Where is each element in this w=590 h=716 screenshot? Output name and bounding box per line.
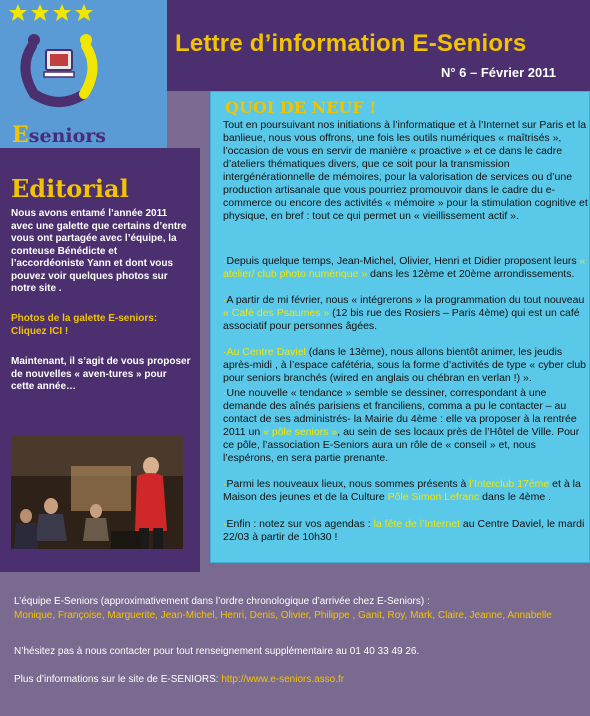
editorial-column bbox=[0, 148, 200, 572]
news-column bbox=[200, 91, 590, 572]
bullet: · bbox=[223, 255, 227, 267]
news-text: (12 bis rue des Rosiers – Paris 4ème) qui est un café associatif pour personnes âgées. bbox=[223, 307, 580, 332]
event-photo bbox=[11, 436, 183, 549]
logo bbox=[0, 0, 167, 148]
team-label: L’équipe E-Seniors (approximativement dans l’ordre chronologique d’arrivée chez E-Seniors) : bbox=[14, 596, 430, 607]
news-text: Une nouvelle « tendance » semble se dessiner, correspondant à une demande des aînés parisiens et franciliens, comma a pu le contacter – au contact de ses administrés- la Mairie du 4ème : elle va proposer à la rentrée 2011 un bbox=[223, 387, 577, 438]
bullet: · bbox=[223, 294, 227, 306]
news-text: dans les 12ème et 20ème arrondissements. bbox=[367, 268, 575, 280]
site-label: Plus d’informations sur le site de E-SENIORS: bbox=[14, 674, 222, 685]
news-intro: Tout en poursuivant nos initiations à l’informatique et à l’Internet sur Paris et la banlieue, nous vous offrons, une fois les outils numériques « maîtrisés », l’occasion de vous en servir de manière « proactive » et ce dans le cadre d’ateliers thématiques divers, que ce soit pour la transmission intergénérationnelle de mémoires, pour la valorisation de services ou d’une production artisanale que vous pourriez promouvoir dans le cadre du e-commerce ou encore des activités « mémoire » pour la stimulation cognitive et physique, en bref : tout ce qui permet un « vieillissement actif ». bbox=[223, 119, 588, 222]
logo-text bbox=[12, 122, 106, 148]
computer-logo-icon bbox=[14, 28, 104, 112]
photo-club-link[interactable]: « atelier/ club photo numérique » bbox=[223, 255, 586, 280]
stars-icon bbox=[8, 2, 108, 26]
editorial-title: Editorial bbox=[11, 174, 129, 203]
site-url-link[interactable]: http://www.e-seniors.asso.fr bbox=[221, 674, 345, 685]
bullet: · bbox=[223, 478, 227, 490]
news-item-new-places bbox=[223, 478, 589, 504]
news-text: Depuis quelque temps, Jean-Michel, Olivier, Henri et Didier proposent leurs bbox=[226, 255, 580, 267]
bullet: · bbox=[223, 346, 227, 358]
header-title-band bbox=[167, 22, 590, 91]
news-text: Enfin : notez sur vos agendas : bbox=[226, 518, 374, 530]
pole-simon-lefranc-link[interactable]: Pôle Simon Lefranc bbox=[387, 491, 480, 503]
news-item-agenda bbox=[223, 518, 589, 544]
cafe-psaumes-link[interactable]: « Café des Psaumes » bbox=[223, 307, 330, 319]
news-text: , au sein de ses locaux près de l’Hôtel de Ville. Pour ce pôle, l’association E-Seniors aura un rôle de « conseil » et, nous l’espérons, en sera partie prenante. bbox=[223, 426, 580, 464]
news-item-daviel bbox=[223, 346, 589, 385]
team-names: Monique, Françoise, Marguerite, Jean-Michel, Henri, Denis, Olivier, Philippe , Ganit, Roy, Mark, Claire, Jeanne, Annabelle bbox=[14, 610, 552, 621]
page-title: Lettre d’information E-Seniors bbox=[175, 30, 527, 57]
site-line bbox=[14, 674, 584, 685]
galette-photos-link[interactable]: Photos de la galette E-seniors: Cliquez ICI ! bbox=[11, 313, 158, 337]
news-panel bbox=[210, 91, 590, 563]
news-item-pole-seniors bbox=[223, 387, 589, 465]
editorial-paragraph-2: Maintenant, il s’agit de vous proposer de nouvelles « aven-tures » pour cette année… bbox=[11, 356, 191, 392]
news-text: A partir de mi février, nous « intégrerons » la programmation du tout nouveau bbox=[226, 294, 585, 306]
news-text: (dans le 13ème), nous allons bientôt animer, les jeudis après-midi , à l’espace cafétéria, sous la forme d’activités de type « cyber club pour seniors branchés (wired en anglais ou chébran en verlan !) ». bbox=[223, 346, 587, 384]
centre-daviel-link[interactable]: Au Centre Daviel bbox=[226, 346, 306, 358]
news-text: dans le 4ème . bbox=[479, 491, 552, 503]
editorial-panel bbox=[3, 168, 195, 560]
contact-text: N’hésitez pas à nous contacter pour tout renseignement supplémentaire au 01 40 33 49 26. bbox=[14, 646, 420, 657]
editorial-paragraph: Nous avons entamé l’année 2011 avec une galette que certains d’entre vous ont partagée avec l’équipe, la conteuse Bénédicte et l’accordéoniste Yann et dont vous pouvez voir quelques photos sur notre site . bbox=[11, 208, 187, 294]
footer bbox=[0, 572, 590, 716]
interclub-link[interactable]: l’Interclub 17ème bbox=[469, 478, 550, 490]
news-text: Parmi les nouveaux lieux, nous sommes présents à bbox=[226, 478, 470, 490]
issue-number: N° 6 – Février 2011 bbox=[440, 65, 556, 80]
news-title: QUOI DE NEUF ! bbox=[225, 98, 377, 117]
news-item-photo-club bbox=[223, 255, 589, 281]
news-item-cafe bbox=[223, 294, 589, 333]
logo-text-rest: seniors bbox=[28, 125, 106, 147]
pole-seniors-link[interactable]: « pôle seniors » bbox=[263, 426, 338, 438]
bullet: · bbox=[223, 387, 227, 399]
fete-internet-link[interactable]: la fête de l’Internet bbox=[373, 518, 460, 530]
bullet: · bbox=[223, 518, 227, 530]
news-text: et à la Maison des jeunes et de la Culture bbox=[223, 478, 581, 503]
news-text: au Centre Daviel, le mardi 22/03 à partir de 10h30 ! bbox=[223, 518, 585, 543]
logo-text-initial: E bbox=[12, 122, 29, 148]
